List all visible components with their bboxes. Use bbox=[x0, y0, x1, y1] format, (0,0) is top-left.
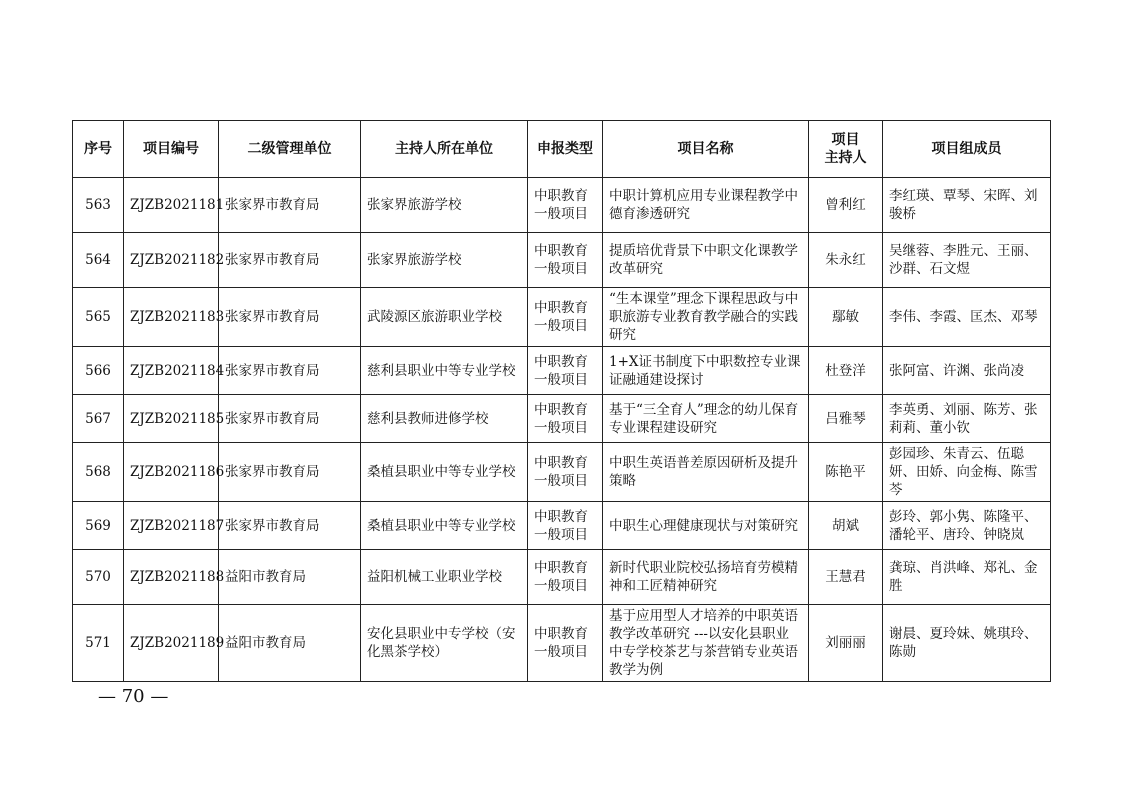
cell-code: ZJZB2021188 bbox=[124, 550, 219, 605]
cell-members: 李红瑛、覃琴、宋晖、刘骏桥 bbox=[883, 178, 1051, 233]
table-row bbox=[73, 605, 1051, 682]
cell-host-unit: 安化县职业中专学校（安化黑茶学校） bbox=[361, 605, 528, 682]
cell-members: 谢晨、夏玲妹、姚琪玲、陈勋 bbox=[883, 605, 1051, 682]
header-members: 项目组成员 bbox=[883, 121, 1051, 178]
header-seq: 序号 bbox=[73, 121, 124, 178]
table-row bbox=[73, 395, 1051, 443]
header-name: 项目名称 bbox=[603, 121, 809, 178]
cell-type: 中职教育一般项目 bbox=[528, 178, 603, 233]
header-host-line1: 项目 bbox=[831, 132, 860, 148]
header-code: 项目编号 bbox=[124, 121, 219, 178]
page-number: — 70 — bbox=[98, 686, 169, 707]
cell-seq: 570 bbox=[73, 550, 124, 605]
cell-seq: 568 bbox=[73, 443, 124, 502]
cell-host: 朱永红 bbox=[809, 233, 883, 288]
cell-seq: 569 bbox=[73, 502, 124, 550]
cell-members: 彭园珍、朱青云、伍聪妍、田娇、向金梅、陈雪芩 bbox=[883, 443, 1051, 502]
cell-unit: 益阳市教育局 bbox=[219, 550, 361, 605]
cell-members: 张阿富、许渊、张尚凌 bbox=[883, 347, 1051, 395]
cell-unit: 张家界市教育局 bbox=[219, 443, 361, 502]
cell-name: 新时代职业院校弘扬培育劳模精神和工匠精神研究 bbox=[603, 550, 809, 605]
cell-code: ZJZB2021189 bbox=[124, 605, 219, 682]
cell-code: ZJZB2021183 bbox=[124, 288, 219, 347]
project-table bbox=[72, 120, 1051, 682]
cell-host: 陈艳平 bbox=[809, 443, 883, 502]
cell-type: 中职教育一般项目 bbox=[528, 288, 603, 347]
cell-seq: 564 bbox=[73, 233, 124, 288]
header-host bbox=[809, 121, 883, 178]
cell-host: 曾利红 bbox=[809, 178, 883, 233]
cell-host-unit: 桑植县职业中等专业学校 bbox=[361, 443, 528, 502]
cell-unit: 张家界市教育局 bbox=[219, 395, 361, 443]
cell-name: 中职生心理健康现状与对策研究 bbox=[603, 502, 809, 550]
cell-type: 中职教育一般项目 bbox=[528, 605, 603, 682]
cell-members: 吴继蓉、李胜元、王丽、沙群、石文煜 bbox=[883, 233, 1051, 288]
cell-members: 彭玲、郭小隽、陈隆平、潘轮平、唐玲、钟晓岚 bbox=[883, 502, 1051, 550]
cell-host-unit: 张家界旅游学校 bbox=[361, 233, 528, 288]
table-row bbox=[73, 233, 1051, 288]
cell-host-unit: 益阳机械工业职业学校 bbox=[361, 550, 528, 605]
cell-code: ZJZB2021186 bbox=[124, 443, 219, 502]
cell-host: 吕雅琴 bbox=[809, 395, 883, 443]
cell-unit: 张家界市教育局 bbox=[219, 288, 361, 347]
cell-unit: 张家界市教育局 bbox=[219, 233, 361, 288]
table-row bbox=[73, 178, 1051, 233]
cell-host-unit: 张家界旅游学校 bbox=[361, 178, 528, 233]
cell-name: 中职计算机应用专业课程教学中德育渗透研究 bbox=[603, 178, 809, 233]
cell-type: 中职教育一般项目 bbox=[528, 395, 603, 443]
cell-code: ZJZB2021185 bbox=[124, 395, 219, 443]
table-row bbox=[73, 443, 1051, 502]
cell-name: 1+X证书制度下中职数控专业课证融通建设探讨 bbox=[603, 347, 809, 395]
cell-type: 中职教育一般项目 bbox=[528, 443, 603, 502]
cell-name: “生本课堂”理念下课程思政与中职旅游专业教育教学融合的实践研究 bbox=[603, 288, 809, 347]
cell-unit: 张家界市教育局 bbox=[219, 178, 361, 233]
cell-type: 中职教育一般项目 bbox=[528, 550, 603, 605]
cell-type: 中职教育一般项目 bbox=[528, 347, 603, 395]
cell-members: 龚琼、肖洪峰、郑礼、金胜 bbox=[883, 550, 1051, 605]
cell-host: 王慧君 bbox=[809, 550, 883, 605]
cell-members: 李伟、李霞、匡杰、邓琴 bbox=[883, 288, 1051, 347]
cell-members: 李英勇、刘丽、陈芳、张莉莉、董小钦 bbox=[883, 395, 1051, 443]
cell-seq: 571 bbox=[73, 605, 124, 682]
cell-seq: 563 bbox=[73, 178, 124, 233]
cell-unit: 张家界市教育局 bbox=[219, 502, 361, 550]
cell-code: ZJZB2021182 bbox=[124, 233, 219, 288]
cell-name: 提质培优背景下中职文化课教学改革研究 bbox=[603, 233, 809, 288]
header-unit: 二级管理单位 bbox=[219, 121, 361, 178]
table-row bbox=[73, 502, 1051, 550]
cell-host: 刘丽丽 bbox=[809, 605, 883, 682]
cell-host-unit: 慈利县教师进修学校 bbox=[361, 395, 528, 443]
cell-seq: 565 bbox=[73, 288, 124, 347]
cell-host: 杜登洋 bbox=[809, 347, 883, 395]
cell-type: 中职教育一般项目 bbox=[528, 233, 603, 288]
cell-code: ZJZB2021181 bbox=[124, 178, 219, 233]
cell-name: 中职生英语普差原因研析及提升策略 bbox=[603, 443, 809, 502]
table-row bbox=[73, 550, 1051, 605]
cell-unit: 益阳市教育局 bbox=[219, 605, 361, 682]
cell-host-unit: 武陵源区旅游职业学校 bbox=[361, 288, 528, 347]
cell-host: 鄢敏 bbox=[809, 288, 883, 347]
header-host-unit: 主持人所在单位 bbox=[361, 121, 528, 178]
cell-code: ZJZB2021184 bbox=[124, 347, 219, 395]
cell-name: 基于“三全育人”理念的幼儿保育专业课程建设研究 bbox=[603, 395, 809, 443]
cell-seq: 566 bbox=[73, 347, 124, 395]
cell-host: 胡斌 bbox=[809, 502, 883, 550]
header-type: 申报类型 bbox=[528, 121, 603, 178]
cell-seq: 567 bbox=[73, 395, 124, 443]
cell-host-unit: 慈利县职业中等专业学校 bbox=[361, 347, 528, 395]
table-row bbox=[73, 288, 1051, 347]
cell-unit: 张家界市教育局 bbox=[219, 347, 361, 395]
header-host-line2: 主持人 bbox=[824, 150, 867, 166]
header-row bbox=[73, 121, 1051, 178]
cell-type: 中职教育一般项目 bbox=[528, 502, 603, 550]
cell-name: 基于应用型人才培养的中职英语教学改革研究 ---以安化县职业中专学校茶艺与茶营销专业英语教学为例 bbox=[603, 605, 809, 682]
cell-host-unit: 桑植县职业中等专业学校 bbox=[361, 502, 528, 550]
cell-code: ZJZB2021187 bbox=[124, 502, 219, 550]
table-row bbox=[73, 347, 1051, 395]
